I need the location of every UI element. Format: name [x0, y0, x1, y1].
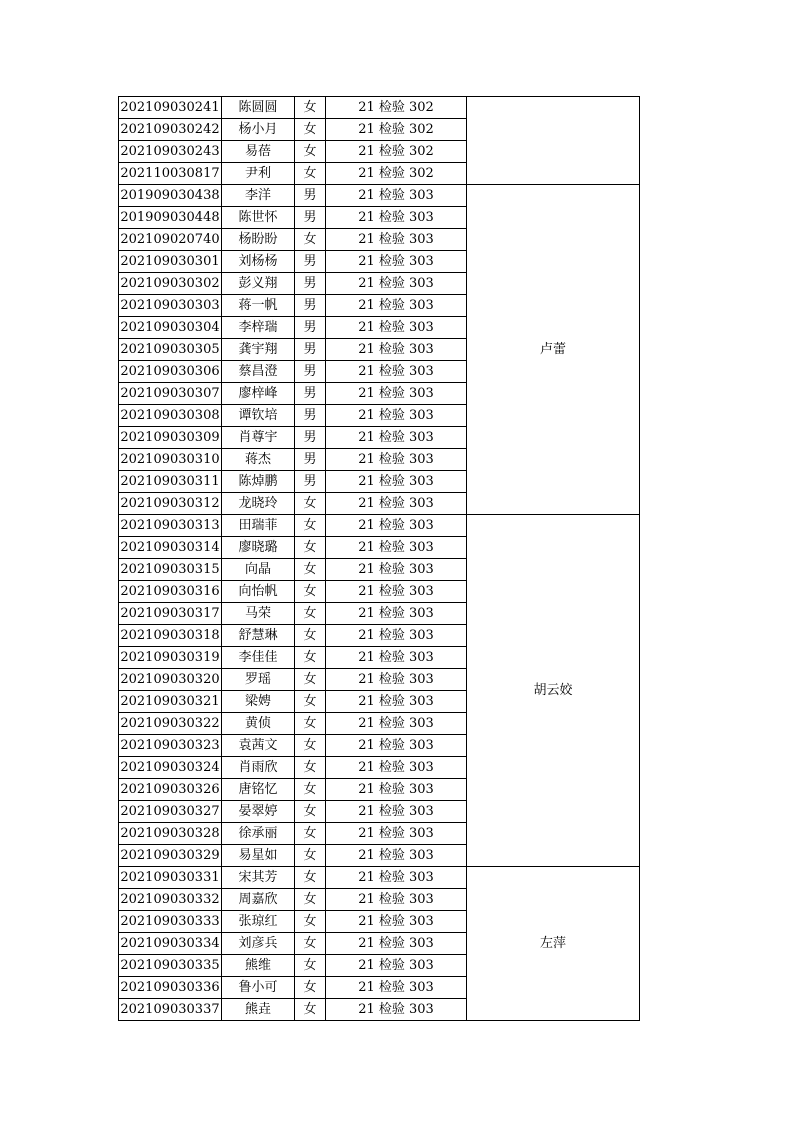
class-cell: 21 检验 303	[326, 691, 467, 713]
student-name-cell: 谭钦培	[222, 405, 295, 427]
student-id-cell: 202109030307	[119, 383, 222, 405]
class-cell: 21 检验 303	[326, 471, 467, 493]
class-cell: 21 检验 303	[326, 911, 467, 933]
gender-cell: 男	[295, 339, 326, 361]
class-cell: 21 检验 303	[326, 537, 467, 559]
student-name-cell: 向晶	[222, 559, 295, 581]
student-id-cell: 202109030314	[119, 537, 222, 559]
gender-cell: 女	[295, 735, 326, 757]
table-row	[119, 185, 640, 207]
student-id-cell: 202109030335	[119, 955, 222, 977]
student-name-cell: 廖梓峰	[222, 383, 295, 405]
roster-body	[119, 97, 640, 1021]
class-cell: 21 检验 303	[326, 735, 467, 757]
student-id-cell: 201909030448	[119, 207, 222, 229]
gender-cell: 男	[295, 383, 326, 405]
student-name-cell: 袁茜文	[222, 735, 295, 757]
student-name-cell: 蒋一帆	[222, 295, 295, 317]
class-cell: 21 检验 303	[326, 977, 467, 999]
student-id-cell: 202109030331	[119, 867, 222, 889]
student-id-cell: 202109030324	[119, 757, 222, 779]
student-name-cell: 徐承丽	[222, 823, 295, 845]
student-name-cell: 易星如	[222, 845, 295, 867]
class-cell: 21 检验 303	[326, 515, 467, 537]
gender-cell: 女	[295, 691, 326, 713]
student-id-cell: 202109030321	[119, 691, 222, 713]
gender-cell: 女	[295, 999, 326, 1021]
student-id-cell: 201909030438	[119, 185, 222, 207]
gender-cell: 女	[295, 911, 326, 933]
student-name-cell: 黄侦	[222, 713, 295, 735]
student-id-cell: 202109030303	[119, 295, 222, 317]
gender-cell: 女	[295, 493, 326, 515]
student-id-cell: 202109030318	[119, 625, 222, 647]
gender-cell: 男	[295, 405, 326, 427]
class-cell: 21 检验 303	[326, 603, 467, 625]
gender-cell: 女	[295, 229, 326, 251]
gender-cell: 男	[295, 427, 326, 449]
student-name-cell: 舒慧琳	[222, 625, 295, 647]
gender-cell: 女	[295, 713, 326, 735]
student-name-cell: 李洋	[222, 185, 295, 207]
student-id-cell: 202109030315	[119, 559, 222, 581]
class-cell: 21 检验 303	[326, 867, 467, 889]
student-name-cell: 唐铭忆	[222, 779, 295, 801]
student-id-cell: 202109030337	[119, 999, 222, 1021]
student-id-cell: 202109030322	[119, 713, 222, 735]
student-id-cell: 202109030301	[119, 251, 222, 273]
student-name-cell: 熊维	[222, 955, 295, 977]
student-name-cell: 李佳佳	[222, 647, 295, 669]
class-cell: 21 检验 303	[326, 933, 467, 955]
gender-cell: 女	[295, 889, 326, 911]
class-cell: 21 检验 303	[326, 317, 467, 339]
student-name-cell: 晏翠婷	[222, 801, 295, 823]
student-name-cell: 宋其芳	[222, 867, 295, 889]
class-cell: 21 检验 303	[326, 801, 467, 823]
class-cell: 21 检验 303	[326, 823, 467, 845]
student-id-cell: 202109030326	[119, 779, 222, 801]
gender-cell: 女	[295, 933, 326, 955]
class-cell: 21 检验 303	[326, 229, 467, 251]
student-id-cell: 202109030333	[119, 911, 222, 933]
student-name-cell: 罗瑶	[222, 669, 295, 691]
gender-cell: 男	[295, 449, 326, 471]
student-name-cell: 马荣	[222, 603, 295, 625]
gender-cell: 女	[295, 669, 326, 691]
student-id-cell: 202109030316	[119, 581, 222, 603]
teacher-cell	[467, 97, 640, 185]
student-name-cell: 李梓瑞	[222, 317, 295, 339]
student-name-cell: 蔡昌澄	[222, 361, 295, 383]
student-name-cell: 陈圆圆	[222, 97, 295, 119]
student-id-cell: 202109030310	[119, 449, 222, 471]
student-name-cell: 刘彦兵	[222, 933, 295, 955]
student-name-cell: 蒋杰	[222, 449, 295, 471]
gender-cell: 女	[295, 603, 326, 625]
student-name-cell: 陈世怀	[222, 207, 295, 229]
student-id-cell: 202109020740	[119, 229, 222, 251]
student-name-cell: 彭义翔	[222, 273, 295, 295]
student-id-cell: 202109030320	[119, 669, 222, 691]
gender-cell: 男	[295, 361, 326, 383]
student-id-cell: 202109030329	[119, 845, 222, 867]
student-name-cell: 陈焯鹏	[222, 471, 295, 493]
student-id-cell: 202109030302	[119, 273, 222, 295]
student-name-cell: 尹利	[222, 163, 295, 185]
teacher-cell: 卢蕾	[467, 185, 640, 515]
student-id-cell: 202109030327	[119, 801, 222, 823]
student-id-cell: 202109030308	[119, 405, 222, 427]
student-name-cell: 肖尊宇	[222, 427, 295, 449]
gender-cell: 女	[295, 845, 326, 867]
class-cell: 21 检验 303	[326, 779, 467, 801]
class-cell: 21 检验 302	[326, 141, 467, 163]
gender-cell: 女	[295, 97, 326, 119]
gender-cell: 男	[295, 251, 326, 273]
teacher-cell: 胡云姣	[467, 515, 640, 867]
student-id-cell: 202109030312	[119, 493, 222, 515]
gender-cell: 女	[295, 141, 326, 163]
student-name-cell: 梁娉	[222, 691, 295, 713]
class-cell: 21 检验 302	[326, 163, 467, 185]
gender-cell: 女	[295, 757, 326, 779]
student-id-cell: 202109030317	[119, 603, 222, 625]
class-cell: 21 检验 303	[326, 669, 467, 691]
teacher-cell: 左萍	[467, 867, 640, 1021]
gender-cell: 男	[295, 317, 326, 339]
class-cell: 21 检验 303	[326, 581, 467, 603]
class-cell: 21 检验 303	[326, 955, 467, 977]
gender-cell: 男	[295, 207, 326, 229]
class-cell: 21 检验 303	[326, 361, 467, 383]
student-id-cell: 202109030309	[119, 427, 222, 449]
student-name-cell: 刘杨杨	[222, 251, 295, 273]
gender-cell: 男	[295, 295, 326, 317]
gender-cell: 女	[295, 581, 326, 603]
student-name-cell: 龚宇翔	[222, 339, 295, 361]
gender-cell: 女	[295, 647, 326, 669]
student-id-cell: 202109030319	[119, 647, 222, 669]
class-cell: 21 检验 303	[326, 405, 467, 427]
student-id-cell: 202109030304	[119, 317, 222, 339]
gender-cell: 女	[295, 559, 326, 581]
class-cell: 21 检验 303	[326, 251, 467, 273]
student-id-cell: 202110030817	[119, 163, 222, 185]
class-cell: 21 检验 303	[326, 757, 467, 779]
gender-cell: 男	[295, 185, 326, 207]
student-name-cell: 龙晓玲	[222, 493, 295, 515]
class-cell: 21 检验 303	[326, 845, 467, 867]
class-cell: 21 检验 303	[326, 559, 467, 581]
class-cell: 21 检验 303	[326, 295, 467, 317]
student-name-cell: 熊垚	[222, 999, 295, 1021]
student-name-cell: 杨小月	[222, 119, 295, 141]
gender-cell: 女	[295, 977, 326, 999]
class-cell: 21 检验 303	[326, 999, 467, 1021]
student-id-cell: 202109030311	[119, 471, 222, 493]
student-id-cell: 202109030313	[119, 515, 222, 537]
class-cell: 21 检验 303	[326, 647, 467, 669]
gender-cell: 女	[295, 867, 326, 889]
student-id-cell: 202109030334	[119, 933, 222, 955]
class-cell: 21 检验 303	[326, 273, 467, 295]
class-cell: 21 检验 302	[326, 97, 467, 119]
student-name-cell: 易蓓	[222, 141, 295, 163]
student-id-cell: 202109030336	[119, 977, 222, 999]
student-id-cell: 202109030241	[119, 97, 222, 119]
student-id-cell: 202109030305	[119, 339, 222, 361]
table-row	[119, 97, 640, 119]
gender-cell: 女	[295, 163, 326, 185]
gender-cell: 女	[295, 779, 326, 801]
student-roster-table	[118, 96, 640, 1021]
gender-cell: 男	[295, 273, 326, 295]
class-cell: 21 检验 303	[326, 449, 467, 471]
gender-cell: 女	[295, 625, 326, 647]
student-name-cell: 肖雨欣	[222, 757, 295, 779]
student-name-cell: 周嘉欣	[222, 889, 295, 911]
gender-cell: 男	[295, 471, 326, 493]
student-name-cell: 杨盼盼	[222, 229, 295, 251]
class-cell: 21 检验 303	[326, 185, 467, 207]
class-cell: 21 检验 303	[326, 713, 467, 735]
class-cell: 21 检验 302	[326, 119, 467, 141]
class-cell: 21 检验 303	[326, 427, 467, 449]
class-cell: 21 检验 303	[326, 493, 467, 515]
class-cell: 21 检验 303	[326, 889, 467, 911]
student-id-cell: 202109030306	[119, 361, 222, 383]
gender-cell: 女	[295, 955, 326, 977]
gender-cell: 女	[295, 823, 326, 845]
student-name-cell: 向怡帆	[222, 581, 295, 603]
table-row	[119, 867, 640, 889]
class-cell: 21 检验 303	[326, 625, 467, 647]
student-id-cell: 202109030323	[119, 735, 222, 757]
table-row	[119, 515, 640, 537]
student-id-cell: 202109030243	[119, 141, 222, 163]
gender-cell: 女	[295, 801, 326, 823]
student-name-cell: 田瑞菲	[222, 515, 295, 537]
student-id-cell: 202109030328	[119, 823, 222, 845]
student-id-cell: 202109030242	[119, 119, 222, 141]
gender-cell: 女	[295, 119, 326, 141]
gender-cell: 女	[295, 537, 326, 559]
gender-cell: 女	[295, 515, 326, 537]
student-id-cell: 202109030332	[119, 889, 222, 911]
student-name-cell: 廖晓璐	[222, 537, 295, 559]
student-name-cell: 鲁小可	[222, 977, 295, 999]
student-name-cell: 张琼红	[222, 911, 295, 933]
class-cell: 21 检验 303	[326, 383, 467, 405]
class-cell: 21 检验 303	[326, 339, 467, 361]
class-cell: 21 检验 303	[326, 207, 467, 229]
